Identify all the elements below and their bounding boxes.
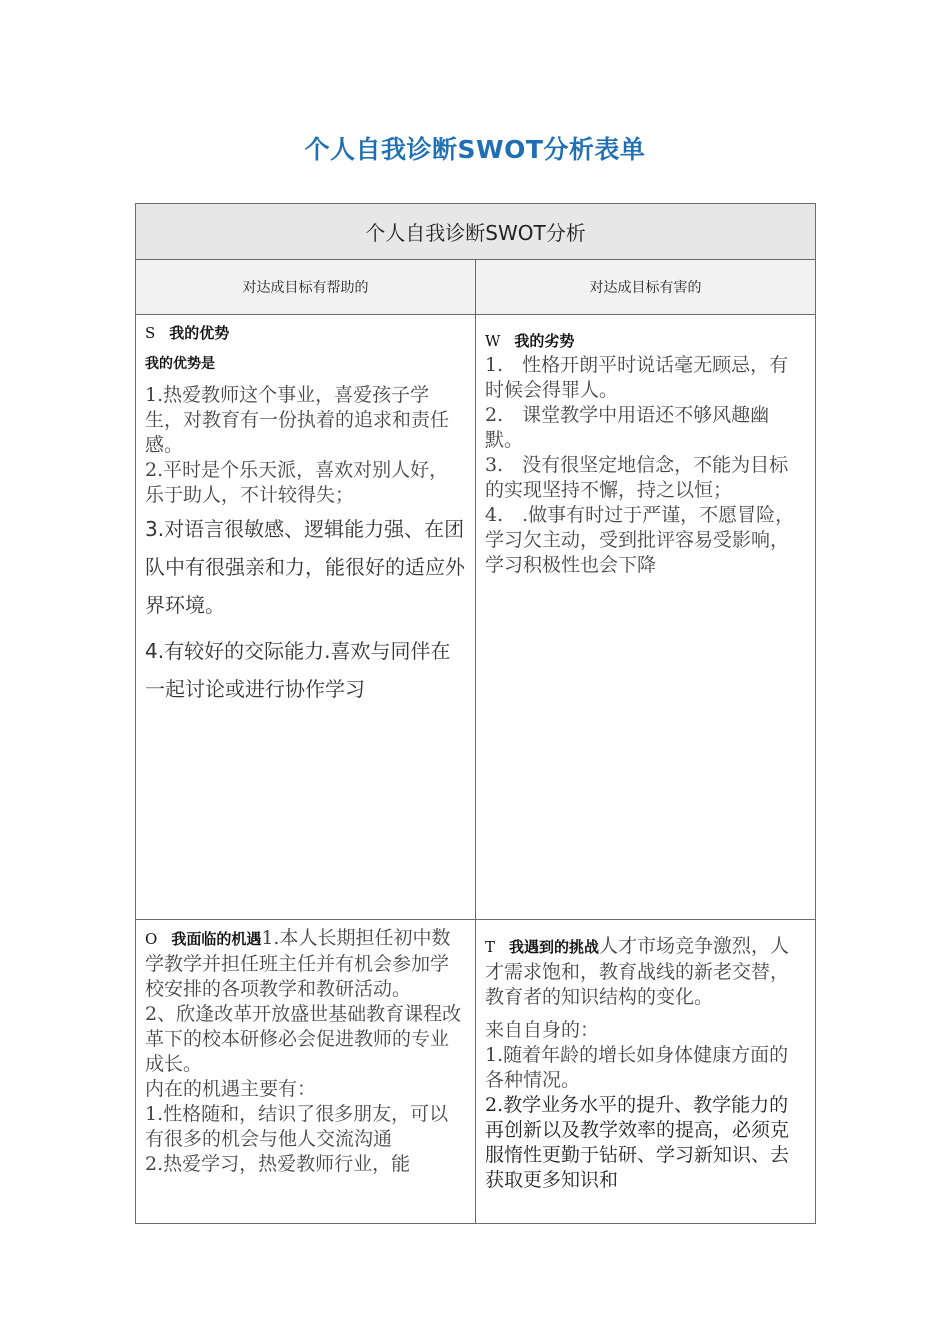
swot-table <box>135 203 816 1224</box>
threats-cell <box>476 920 816 1224</box>
opportunity-item: 2.热爱学习，热爱教师行业，能 <box>145 1153 411 1175</box>
opportunities-letter: O <box>145 930 158 948</box>
weaknesses-cell <box>476 315 816 920</box>
weaknesses-letter: W <box>485 332 501 350</box>
opportunities-cell <box>136 920 476 1224</box>
opportunity-item: 1.性格随和，结识了很多朋友，可以有很多的机会与他人交流沟通 <box>145 1103 449 1150</box>
column-harmful: 对达成目标有害的 <box>476 260 816 315</box>
table-header: 个人自我诊断SWOT分析 <box>136 204 816 260</box>
strengths-cell <box>136 315 476 920</box>
weaknesses-heading <box>485 329 807 353</box>
strengths-heading <box>145 321 467 345</box>
threat-item: 人才市场竞争激烈，人才需求饱和，教育战线的新老交替，教育者的知识结构的变化。 <box>485 935 790 1008</box>
threat-item: 1.随着年龄的增长如身体健康方面的各种情况。 <box>485 1044 789 1091</box>
strengths-letter: S <box>145 324 156 342</box>
opportunities-heading <box>145 930 261 948</box>
threats-heading <box>485 938 599 956</box>
strengths-subheading: 我的优势是 <box>145 356 215 372</box>
threats-heading-text: 我遇到的挑战 <box>509 938 600 956</box>
threat-item: 2.教学业务水平的提升、教学能力的再创新以及教学效率的提高，必须克服惰性更勤于钻研、学习新知识、去获取更多知识和 <box>485 1094 790 1191</box>
opportunities-inner-heading: 内在的机遇主要有： <box>145 1078 317 1100</box>
opportunity-item: 1.本人长期担任初中数学教学并担任班主任并有机会参加学校安排的各项教学和教研活动。 <box>145 927 451 1000</box>
threats-self-heading: 来自自身的： <box>485 1019 600 1041</box>
weakness-item: 2. 课堂教学中用语还不够风趣幽默。 <box>485 404 770 451</box>
weakness-item: 3. 没有很坚定地信念，不能为目标的实现坚持不懈，持之以恒； <box>485 454 789 501</box>
opportunities-heading-text: 我面临的机遇 <box>171 930 262 948</box>
weakness-item: 4. .做事有时过于严谨，不愿冒险，学习欠主动，受到批评容易受影响，学习积极性也会下降 <box>485 504 795 576</box>
threats-letter: T <box>485 938 496 956</box>
opportunities-body <box>145 926 467 1177</box>
weaknesses-body <box>485 353 807 578</box>
weaknesses-heading-text: 我的劣势 <box>514 332 575 350</box>
threats-body <box>485 934 807 1193</box>
weakness-item: 1. 性格开朗平时说话毫无顾忌，有时候会得罪人。 <box>485 354 789 401</box>
strengths-body <box>145 383 467 508</box>
page-title: 个人自我诊断SWOT分析表单 <box>304 135 646 164</box>
column-helpful: 对达成目标有帮助的 <box>136 260 476 315</box>
strength-item: 4.有较好的交际能力.喜欢与同伴在一起讨论或进行协作学习 <box>145 639 451 701</box>
strengths-heading-text: 我的优势 <box>169 324 230 342</box>
opportunity-item: 2、欣逢改革开放盛世基础教育课程改革下的校本研修必会促进教师的专业成长。 <box>145 1003 462 1075</box>
strength-item: 1.热爱教师这个事业，喜爱孩子学生，对教育有一份执着的追求和责任感。 <box>145 384 450 456</box>
strength-item: 2.平时是个乐天派，喜欢对别人好，乐于助人，不计较得失； <box>145 459 449 506</box>
strength-item: 3.对语言很敏感、逻辑能力强、在团队中有很强亲和力，能很好的适应外界环境。 <box>145 517 465 617</box>
